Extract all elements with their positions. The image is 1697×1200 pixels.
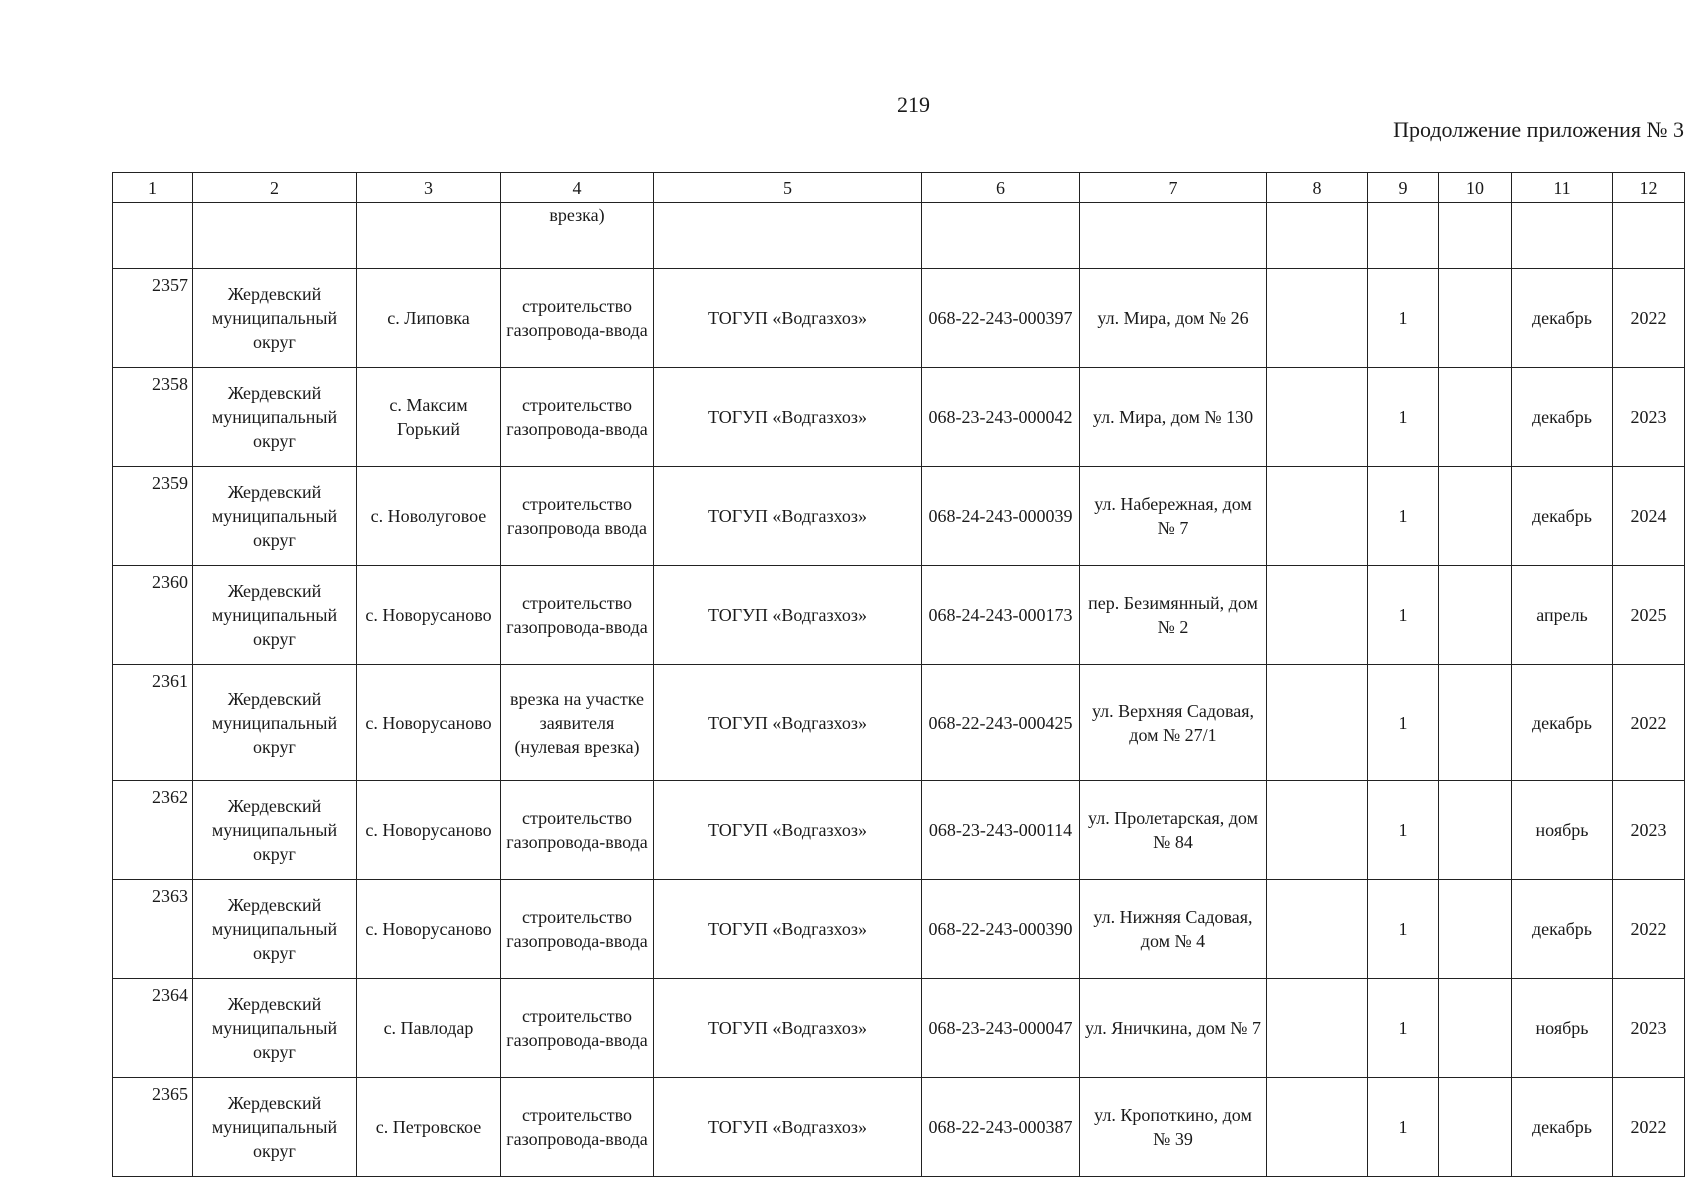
column-number-row [113, 173, 1685, 203]
year-cell: 2022 [1613, 665, 1685, 781]
continued-row [113, 203, 1685, 269]
month-cell: ноябрь [1512, 781, 1613, 880]
column-number: 3 [357, 173, 501, 203]
row-number-cell: 2358 [113, 368, 193, 467]
table-row [113, 368, 1685, 467]
organization-cell: ТОГУП «Водгазхоз» [654, 467, 922, 566]
application-number-cell: 068-23-243-000042 [922, 368, 1080, 467]
organization-cell: ТОГУП «Водгазхоз» [654, 269, 922, 368]
address-cell: ул. Набережная, дом № 7 [1080, 467, 1267, 566]
continuation-label: Продолжение приложения № 3 [1393, 117, 1684, 142]
month-cell: декабрь [1512, 467, 1613, 566]
settlement-cell: с. Новолуговое [357, 467, 501, 566]
organization-cell: ТОГУП «Водгазхоз» [654, 665, 922, 781]
work-type-cell: строительство газопровода-ввода [501, 781, 654, 880]
organization-cell: ТОГУП «Водгазхоз» [654, 368, 922, 467]
work-type-cell: строительство газопровода-ввода [501, 880, 654, 979]
table-cell [1439, 467, 1512, 566]
address-cell: ул. Мира, дом № 130 [1080, 368, 1267, 467]
district-cell: Жердевский муниципальный округ [193, 467, 357, 566]
quantity-cell: 1 [1368, 269, 1439, 368]
table-row [113, 1078, 1685, 1177]
work-type-cell: врезка) [501, 203, 654, 269]
table-cell [1267, 781, 1368, 880]
month-cell: декабрь [1512, 665, 1613, 781]
table-cell [193, 203, 357, 269]
application-number-cell: 068-23-243-000047 [922, 979, 1080, 1078]
year-cell: 2022 [1613, 880, 1685, 979]
organization-cell: ТОГУП «Водгазхоз» [654, 880, 922, 979]
address-cell: ул. Кропоткино, дом № 39 [1080, 1078, 1267, 1177]
column-number: 10 [1439, 173, 1512, 203]
settlement-cell: с. Павлодар [357, 979, 501, 1078]
table-cell [1267, 203, 1368, 269]
quantity-cell: 1 [1368, 880, 1439, 979]
table-cell [922, 203, 1080, 269]
settlement-cell: с. Новорусаново [357, 566, 501, 665]
quantity-cell: 1 [1368, 979, 1439, 1078]
row-number-cell: 2357 [113, 269, 193, 368]
settlement-cell: с. Новорусаново [357, 781, 501, 880]
year-cell: 2024 [1613, 467, 1685, 566]
month-cell: декабрь [1512, 880, 1613, 979]
organization-cell: ТОГУП «Водгазхоз» [654, 1078, 922, 1177]
table-cell [1267, 269, 1368, 368]
address-cell: ул. Нижняя Садовая, дом № 4 [1080, 880, 1267, 979]
application-number-cell: 068-24-243-000173 [922, 566, 1080, 665]
quantity-cell: 1 [1368, 566, 1439, 665]
table-cell [1267, 1078, 1368, 1177]
district-cell: Жердевский муниципальный округ [193, 566, 357, 665]
row-number-cell: 2359 [113, 467, 193, 566]
district-cell: Жердевский муниципальный округ [193, 665, 357, 781]
application-number-cell: 068-22-243-000397 [922, 269, 1080, 368]
organization-cell: ТОГУП «Водгазхоз» [654, 979, 922, 1078]
address-cell: ул. Пролетарская, дом № 84 [1080, 781, 1267, 880]
table-cell [1080, 203, 1267, 269]
table-cell [1267, 979, 1368, 1078]
application-number-cell: 068-22-243-000425 [922, 665, 1080, 781]
year-cell: 2023 [1613, 368, 1685, 467]
page-number: 219 [897, 92, 930, 117]
table-cell [1439, 203, 1512, 269]
application-number-cell: 068-23-243-000114 [922, 781, 1080, 880]
settlement-cell: с. Новорусаново [357, 880, 501, 979]
settlement-cell: с. Максим Горький [357, 368, 501, 467]
address-cell: ул. Яничкина, дом № 7 [1080, 979, 1267, 1078]
district-cell: Жердевский муниципальный округ [193, 979, 357, 1078]
table-cell [357, 203, 501, 269]
year-cell: 2025 [1613, 566, 1685, 665]
table-cell [1439, 880, 1512, 979]
column-number: 4 [501, 173, 654, 203]
column-number: 7 [1080, 173, 1267, 203]
row-number-cell: 2362 [113, 781, 193, 880]
table-row [113, 781, 1685, 880]
address-cell: ул. Верхняя Садовая, дом № 27/1 [1080, 665, 1267, 781]
table-row [113, 979, 1685, 1078]
application-number-cell: 068-22-243-000390 [922, 880, 1080, 979]
settlement-cell: с. Новорусаново [357, 665, 501, 781]
address-cell: ул. Мира, дом № 26 [1080, 269, 1267, 368]
table-row [113, 566, 1685, 665]
month-cell: декабрь [1512, 368, 1613, 467]
district-cell: Жердевский муниципальный округ [193, 368, 357, 467]
row-number-cell: 2364 [113, 979, 193, 1078]
table-cell [1267, 368, 1368, 467]
registry-table [112, 172, 1685, 1177]
application-number-cell: 068-24-243-000039 [922, 467, 1080, 566]
column-number: 1 [113, 173, 193, 203]
table-cell [1267, 880, 1368, 979]
work-type-cell: строительство газопровода-ввода [501, 979, 654, 1078]
work-type-cell: строительство газопровода-ввода [501, 269, 654, 368]
column-number: 11 [1512, 173, 1613, 203]
table-row [113, 269, 1685, 368]
column-number: 12 [1613, 173, 1685, 203]
table-cell [1439, 781, 1512, 880]
quantity-cell: 1 [1368, 368, 1439, 467]
settlement-cell: с. Липовка [357, 269, 501, 368]
work-type-cell: врезка на участке заявителя (нулевая врезка) [501, 665, 654, 781]
table-cell [1512, 203, 1613, 269]
work-type-cell: строительство газопровода-ввода [501, 368, 654, 467]
column-number: 9 [1368, 173, 1439, 203]
table-cell [1267, 665, 1368, 781]
table-cell [1439, 1078, 1512, 1177]
row-number-cell: 2361 [113, 665, 193, 781]
district-cell: Жердевский муниципальный округ [193, 269, 357, 368]
table-cell [1613, 203, 1685, 269]
table-body [113, 173, 1685, 1177]
year-cell: 2022 [1613, 1078, 1685, 1177]
organization-cell: ТОГУП «Водгазхоз» [654, 566, 922, 665]
table-cell [1267, 566, 1368, 665]
column-number: 2 [193, 173, 357, 203]
work-type-cell: строительство газопровода ввода [501, 467, 654, 566]
table-cell [1368, 203, 1439, 269]
year-cell: 2023 [1613, 781, 1685, 880]
organization-cell: ТОГУП «Водгазхоз» [654, 781, 922, 880]
district-cell: Жердевский муниципальный округ [193, 880, 357, 979]
table-cell [113, 203, 193, 269]
work-type-cell: строительство газопровода-ввода [501, 566, 654, 665]
year-cell: 2023 [1613, 979, 1685, 1078]
table-cell [1439, 368, 1512, 467]
month-cell: декабрь [1512, 269, 1613, 368]
quantity-cell: 1 [1368, 1078, 1439, 1177]
table-cell [1439, 979, 1512, 1078]
year-cell: 2022 [1613, 269, 1685, 368]
district-cell: Жердевский муниципальный округ [193, 1078, 357, 1177]
address-cell: пер. Безимянный, дом № 2 [1080, 566, 1267, 665]
application-number-cell: 068-22-243-000387 [922, 1078, 1080, 1177]
quantity-cell: 1 [1368, 665, 1439, 781]
month-cell: декабрь [1512, 1078, 1613, 1177]
table-row [113, 665, 1685, 781]
column-number: 5 [654, 173, 922, 203]
table-cell [1439, 566, 1512, 665]
settlement-cell: с. Петровское [357, 1078, 501, 1177]
table-row [113, 467, 1685, 566]
quantity-cell: 1 [1368, 781, 1439, 880]
row-number-cell: 2365 [113, 1078, 193, 1177]
month-cell: апрель [1512, 566, 1613, 665]
table-cell [1267, 467, 1368, 566]
district-cell: Жердевский муниципальный округ [193, 781, 357, 880]
table-cell [654, 203, 922, 269]
month-cell: ноябрь [1512, 979, 1613, 1078]
row-number-cell: 2363 [113, 880, 193, 979]
column-number: 8 [1267, 173, 1368, 203]
table-cell [1439, 665, 1512, 781]
table-cell [1439, 269, 1512, 368]
row-number-cell: 2360 [113, 566, 193, 665]
column-number: 6 [922, 173, 1080, 203]
table-row [113, 880, 1685, 979]
quantity-cell: 1 [1368, 467, 1439, 566]
work-type-cell: строительство газопровода-ввода [501, 1078, 654, 1177]
